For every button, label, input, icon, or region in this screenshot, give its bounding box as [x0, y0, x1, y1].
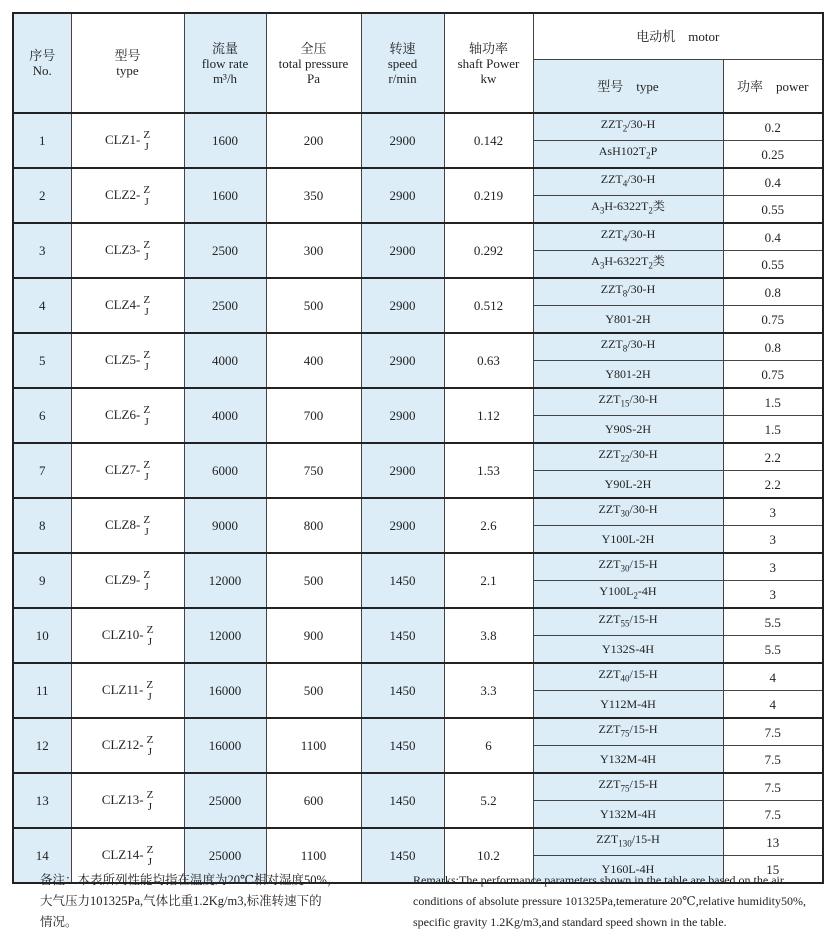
motor-model-part: Y90L-2H: [604, 476, 652, 491]
cell-pressure: 750: [266, 443, 361, 498]
cell-speed: 1450: [361, 608, 444, 663]
motor-model-part: /15-H: [631, 832, 660, 847]
cell-no: 6: [13, 388, 71, 443]
cell-type: [71, 443, 184, 498]
cell-motor-power: 0.4: [723, 168, 823, 196]
type-name: CLZ2-: [104, 186, 141, 202]
motor-model-part: 8: [622, 288, 628, 299]
type-suffix: Z J: [143, 513, 151, 538]
cell-motor-power: 0.75: [723, 306, 823, 334]
cell-motor-type: [533, 223, 723, 251]
motor-model-part: 类: [652, 254, 665, 269]
cell-no: 11: [13, 663, 71, 718]
cell-motor-power: 5.5: [723, 636, 823, 664]
header-motor-type: 型号 type: [533, 60, 723, 114]
motor-model-part: Y132M-4H: [600, 751, 656, 766]
cell-motor-power: 0.2: [723, 113, 823, 141]
motor-model-part: Y801-2H: [605, 311, 651, 326]
motor-model-part: 2: [648, 205, 653, 216]
type-name: CLZ10-: [101, 626, 144, 642]
cell-flow: 25000: [184, 828, 266, 883]
table-row: [13, 278, 823, 306]
type-name: CLZ1-: [104, 131, 141, 147]
table-row: [13, 828, 823, 856]
motor-model-part: 2: [622, 123, 628, 134]
cell-no: 7: [13, 443, 71, 498]
cell-pressure: 300: [266, 223, 361, 278]
cell-no: 3: [13, 223, 71, 278]
cell-motor-power: 5.5: [723, 608, 823, 636]
cell-pressure: 200: [266, 113, 361, 168]
cell-motor-type: [533, 333, 723, 361]
cell-pressure: 1100: [266, 718, 361, 773]
motor-model-part: Y801-2H: [605, 366, 651, 381]
motor-model-part: ZZT: [598, 722, 621, 737]
cell-speed: 2900: [361, 498, 444, 553]
type-name: CLZ14-: [101, 846, 144, 862]
motor-model-part: /15-H: [629, 667, 658, 682]
motor-model-part: 4: [622, 178, 628, 189]
table-row: [13, 388, 823, 416]
cell-motor-power: 1.5: [723, 388, 823, 416]
cell-flow: 4000: [184, 388, 266, 443]
cell-speed: 2900: [361, 278, 444, 333]
motor-model-part: 40: [620, 673, 630, 684]
type-suffix: Z J: [143, 348, 151, 373]
motor-model-part: 130: [618, 838, 632, 849]
notes-chinese: 备注：本表所列性能均指在温度为20℃相对湿度50%， 大气压力101325Pa,气体比重1.2Kg/m3,标准转速下的 情况。: [40, 873, 340, 929]
cell-flow: 1600: [184, 113, 266, 168]
motor-model-part: A: [591, 254, 600, 269]
cell-flow: 25000: [184, 773, 266, 828]
table-row: [13, 553, 823, 581]
motor-model-part: 4: [622, 233, 628, 244]
cell-pressure: 350: [266, 168, 361, 223]
motor-model-part: Y132S-4H: [601, 641, 654, 656]
cell-flow: 12000: [184, 608, 266, 663]
cell-motor-type: [533, 773, 723, 801]
type-suffix: Z J: [143, 128, 151, 153]
type-name: CLZ3-: [104, 241, 141, 257]
type-name: CLZ7-: [104, 461, 141, 477]
cell-shaft-power: 6: [444, 718, 533, 773]
motor-model-part: /30-H: [627, 227, 656, 242]
table-row: [13, 333, 823, 361]
cell-motor-power: 0.75: [723, 361, 823, 389]
type-name: CLZ9-: [104, 571, 141, 587]
type-name: CLZ12-: [101, 736, 144, 752]
cell-motor-type: [533, 718, 723, 746]
cell-type: [71, 333, 184, 388]
cell-pressure: 500: [266, 663, 361, 718]
cell-shaft-power: 2.1: [444, 553, 533, 608]
header-type: 型号 type: [71, 13, 184, 113]
cell-no: 13: [13, 773, 71, 828]
cell-flow: 2500: [184, 278, 266, 333]
cell-type: [71, 553, 184, 608]
header-flow: 流量 flow rate m³/h: [184, 13, 266, 113]
header-speed: 转速 speed r/min: [361, 13, 444, 113]
motor-model-part: ZZT: [598, 502, 621, 517]
cell-pressure: 1100: [266, 828, 361, 883]
cell-motor-type: [533, 581, 723, 609]
type-suffix: Z J: [143, 568, 151, 593]
cell-motor-power: 13: [723, 828, 823, 856]
cell-pressure: 600: [266, 773, 361, 828]
cell-pressure: 500: [266, 278, 361, 333]
cell-motor-type: [533, 526, 723, 554]
cell-flow: 12000: [184, 553, 266, 608]
cell-motor-type: [533, 443, 723, 471]
header-motor: 电动机 motor: [533, 13, 823, 60]
table-row: [13, 718, 823, 746]
cell-shaft-power: 10.2: [444, 828, 533, 883]
cell-motor-type: [533, 168, 723, 196]
motor-model-part: -4H: [637, 584, 657, 599]
cell-motor-power: 3: [723, 526, 823, 554]
cell-motor-type: [533, 196, 723, 224]
type-suffix: Z J: [143, 458, 151, 483]
motor-model-part: /30-H: [627, 337, 656, 352]
cell-motor-power: 0.25: [723, 141, 823, 169]
table-row: [13, 773, 823, 801]
motor-model-part: H-6322T: [604, 254, 649, 269]
table-row: [13, 498, 823, 526]
cell-shaft-power: 3.8: [444, 608, 533, 663]
motor-model-part: ZZT: [600, 337, 623, 352]
cell-type: [71, 498, 184, 553]
motor-model-part: Y100L: [599, 584, 634, 599]
motor-model-part: /15-H: [629, 722, 658, 737]
motor-model-part: Y132M-4H: [600, 806, 656, 821]
motor-model-part: 75: [620, 728, 630, 739]
header-pressure: 全压 total pressure Pa: [266, 13, 361, 113]
cell-pressure: 500: [266, 553, 361, 608]
cell-no: 10: [13, 608, 71, 663]
cell-motor-power: 3: [723, 553, 823, 581]
motor-model-part: /30-H: [627, 117, 656, 132]
motor-model-part: 55: [620, 618, 630, 629]
motor-model-part: ZZT: [600, 282, 623, 297]
motor-model-part: /30-H: [629, 502, 658, 517]
cell-motor-type: [533, 416, 723, 444]
cell-flow: 2500: [184, 223, 266, 278]
motor-model-part: /15-H: [629, 612, 658, 627]
motor-model-part: 3: [599, 260, 605, 271]
motor-model-part: /15-H: [629, 557, 658, 572]
cell-pressure: 800: [266, 498, 361, 553]
cell-motor-power: 4: [723, 691, 823, 719]
motor-model-part: Y160L-4H: [601, 861, 655, 876]
cell-motor-power: 7.5: [723, 718, 823, 746]
cell-motor-type: [533, 306, 723, 334]
header-motor-power: 功率 power: [723, 60, 823, 114]
type-name: CLZ5-: [104, 351, 141, 367]
cell-motor-power: 0.8: [723, 278, 823, 306]
motor-model-part: ZZT: [600, 117, 623, 132]
cell-speed: 2900: [361, 223, 444, 278]
table-row: [13, 168, 823, 196]
motor-model-part: ZZT: [596, 832, 619, 847]
motor-model-part: Y112M-4H: [600, 696, 656, 711]
cell-pressure: 900: [266, 608, 361, 663]
header-no: 序号 No.: [13, 13, 71, 113]
cell-motor-type: [533, 251, 723, 279]
cell-shaft-power: 0.292: [444, 223, 533, 278]
cell-shaft-power: 3.3: [444, 663, 533, 718]
type-suffix: Z J: [143, 183, 151, 208]
cell-flow: 9000: [184, 498, 266, 553]
notes-english: Remarks:The performance parameters shown in the table are based on the air conditions of absolute pressure 101325Pa,temerature 20℃,relative humidity50%, specific gravity 1.2Kg/m3,and standard speed shown in the table.: [413, 873, 806, 929]
type-suffix: Z J: [146, 843, 154, 868]
cell-motor-type: [533, 746, 723, 774]
cell-motor-type: [533, 828, 723, 856]
cell-motor-type: [533, 663, 723, 691]
cell-shaft-power: 1.53: [444, 443, 533, 498]
cell-motor-type: [533, 361, 723, 389]
cell-flow: 1600: [184, 168, 266, 223]
cell-motor-power: 0.55: [723, 196, 823, 224]
cell-speed: 2900: [361, 113, 444, 168]
type-name: CLZ11-: [101, 681, 144, 697]
cell-motor-type: [533, 691, 723, 719]
motor-model-part: /30-H: [629, 447, 658, 462]
cell-no: 5: [13, 333, 71, 388]
motor-model-part: AsH102T: [598, 144, 647, 159]
cell-motor-type: [533, 388, 723, 416]
cell-motor-power: 4: [723, 663, 823, 691]
motor-model-part: ZZT: [598, 612, 621, 627]
cell-motor-power: 7.5: [723, 801, 823, 829]
cell-motor-power: 0.55: [723, 251, 823, 279]
cell-type: [71, 608, 184, 663]
motor-model-part: 2: [633, 590, 638, 601]
cell-flow: 4000: [184, 333, 266, 388]
cell-no: 8: [13, 498, 71, 553]
type-suffix: Z J: [146, 678, 154, 703]
cell-no: 2: [13, 168, 71, 223]
cell-motor-power: 3: [723, 581, 823, 609]
table-row: [13, 223, 823, 251]
cell-speed: 1450: [361, 773, 444, 828]
cell-type: [71, 663, 184, 718]
type-name: CLZ4-: [104, 296, 141, 312]
type-name: CLZ8-: [104, 516, 141, 532]
cell-flow: 6000: [184, 443, 266, 498]
motor-model-part: ZZT: [598, 447, 621, 462]
cell-motor-power: 3: [723, 498, 823, 526]
type-suffix: Z J: [146, 733, 154, 758]
header-shaft-power: 轴功率 shaft Power kw: [444, 13, 533, 113]
cell-no: 9: [13, 553, 71, 608]
motor-model-part: 30: [620, 508, 630, 519]
type-suffix: Z J: [143, 293, 151, 318]
cell-type: [71, 168, 184, 223]
motor-model-part: 8: [622, 343, 628, 354]
cell-type: [71, 388, 184, 443]
motor-model-part: /15-H: [629, 777, 658, 792]
cell-motor-power: 7.5: [723, 746, 823, 774]
cell-motor-type: [533, 498, 723, 526]
cell-motor-power: 7.5: [723, 773, 823, 801]
cell-shaft-power: 1.12: [444, 388, 533, 443]
motor-model-part: Y90S-2H: [604, 421, 651, 436]
cell-pressure: 400: [266, 333, 361, 388]
cell-shaft-power: 5.2: [444, 773, 533, 828]
cell-motor-type: [533, 553, 723, 581]
cell-motor-power: 0.4: [723, 223, 823, 251]
cell-speed: 1450: [361, 553, 444, 608]
motor-model-part: ZZT: [600, 172, 623, 187]
cell-shaft-power: 0.512: [444, 278, 533, 333]
cell-motor-power: 2.2: [723, 471, 823, 499]
motor-model-part: /30-H: [627, 282, 656, 297]
motor-model-part: 3: [599, 205, 605, 216]
motor-model-part: A: [591, 199, 600, 214]
cell-flow: 16000: [184, 663, 266, 718]
cell-no: 4: [13, 278, 71, 333]
cell-flow: 16000: [184, 718, 266, 773]
cell-type: [71, 278, 184, 333]
cell-motor-type: [533, 278, 723, 306]
motor-model-part: 30: [620, 563, 630, 574]
cell-no: 1: [13, 113, 71, 168]
cell-no: 14: [13, 828, 71, 883]
cell-motor-type: [533, 636, 723, 664]
table-row: [13, 443, 823, 471]
cell-type: [71, 223, 184, 278]
cell-type: [71, 773, 184, 828]
cell-motor-power: 0.8: [723, 333, 823, 361]
motor-model-part: ZZT: [598, 777, 621, 792]
cell-motor-power: 15: [723, 856, 823, 884]
motor-model-part: Y100L-2H: [601, 531, 655, 546]
cell-motor-type: [533, 471, 723, 499]
cell-motor-type: [533, 113, 723, 141]
type-suffix: Z J: [146, 788, 154, 813]
cell-speed: 1450: [361, 718, 444, 773]
cell-shaft-power: 0.219: [444, 168, 533, 223]
type-name: CLZ6-: [104, 406, 141, 422]
table-row: [13, 113, 823, 141]
motor-model-part: ZZT: [598, 392, 621, 407]
cell-speed: 1450: [361, 828, 444, 883]
cell-speed: 2900: [361, 388, 444, 443]
cell-speed: 2900: [361, 443, 444, 498]
type-suffix: Z J: [143, 238, 151, 263]
cell-shaft-power: 2.6: [444, 498, 533, 553]
motor-model-part: P: [650, 144, 658, 159]
cell-motor-power: 2.2: [723, 443, 823, 471]
type-suffix: Z J: [143, 403, 151, 428]
cell-type: [71, 113, 184, 168]
motor-model-part: 2: [648, 260, 653, 271]
cell-speed: 2900: [361, 333, 444, 388]
table-row: [13, 608, 823, 636]
motor-model-part: ZZT: [600, 227, 623, 242]
motor-model-part: 类: [652, 199, 665, 214]
cell-shaft-power: 0.142: [444, 113, 533, 168]
motor-model-part: 15: [620, 398, 630, 409]
type-suffix: Z J: [146, 623, 154, 648]
table-row: [13, 663, 823, 691]
motor-model-part: 75: [620, 783, 630, 794]
cell-no: 12: [13, 718, 71, 773]
type-name: CLZ13-: [101, 791, 144, 807]
fan-performance-table: [12, 12, 824, 884]
cell-type: [71, 718, 184, 773]
cell-speed: 2900: [361, 168, 444, 223]
motor-model-part: /30-H: [627, 172, 656, 187]
cell-pressure: 700: [266, 388, 361, 443]
motor-model-part: 2: [646, 150, 651, 161]
cell-shaft-power: 0.63: [444, 333, 533, 388]
motor-model-part: ZZT: [598, 557, 621, 572]
cell-speed: 1450: [361, 663, 444, 718]
motor-model-part: /30-H: [629, 392, 658, 407]
motor-model-part: ZZT: [598, 667, 621, 682]
cell-motor-type: [533, 801, 723, 829]
cell-motor-power: 1.5: [723, 416, 823, 444]
motor-model-part: 22: [620, 453, 630, 464]
cell-motor-type: [533, 141, 723, 169]
motor-model-part: H-6322T: [604, 199, 649, 214]
cell-motor-type: [533, 608, 723, 636]
